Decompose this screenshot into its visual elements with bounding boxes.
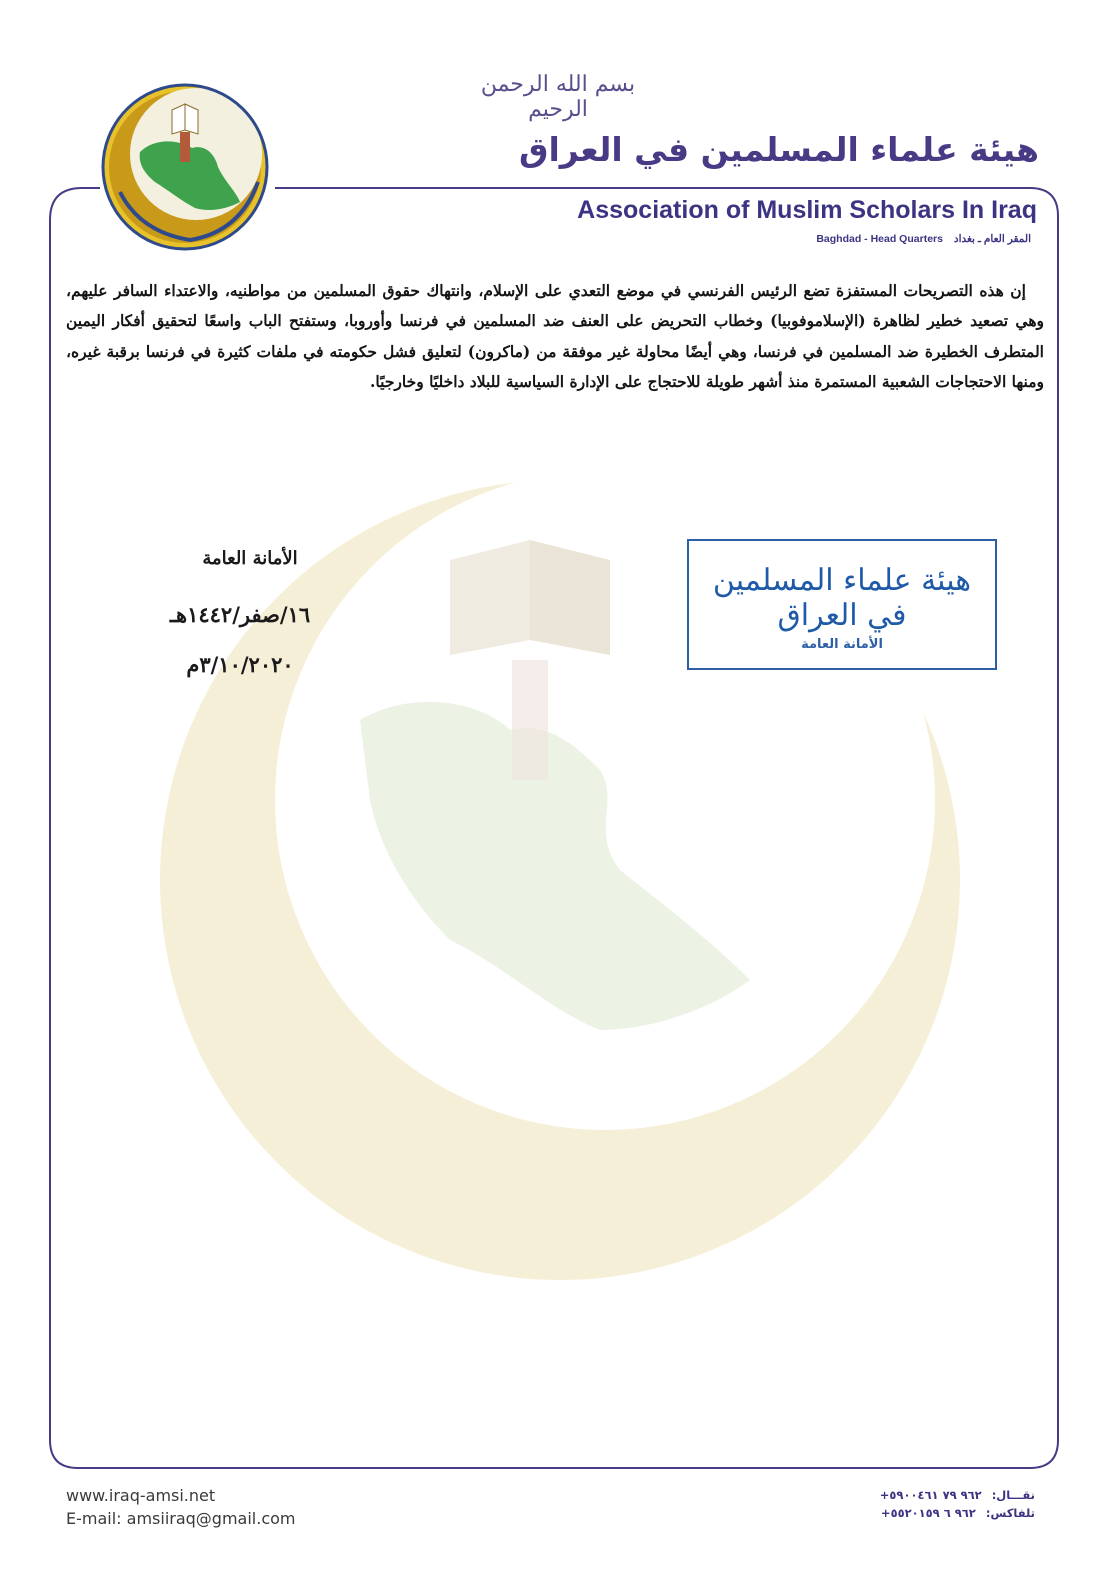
hijri-date: ١٦/صفر/١٤٤٢هـ bbox=[169, 602, 311, 627]
hq-english: Baghdad - Head Quarters bbox=[816, 233, 943, 245]
mobile-label: نقـــال: bbox=[991, 1488, 1035, 1502]
footer-website: www.iraq-amsi.net bbox=[66, 1486, 216, 1505]
fax-label: تلفاكس: bbox=[985, 1506, 1035, 1520]
headquarters-line bbox=[808, 233, 1031, 245]
association-logo-icon bbox=[100, 82, 270, 252]
basmala: بسم الله الرحمن الرحيم bbox=[480, 72, 636, 122]
organization-name-arabic: هيئة علماء المسلمين في العراق bbox=[518, 130, 1039, 169]
fax-value: +٩٦٢ ٦ ٥٥٢٠١٥٩ bbox=[880, 1506, 976, 1520]
statement-paragraph: إن هذه التصريحات المستفزة تضع الرئيس الفرنسي في موضع التعدي على الإسلام، وانتهاك حقوق المسلمين من مواطنيه، والاعتداء السافر عليهم، وهي تصعيد خطير لظاهرة (الإسلاموفوبيا) وخطاب التحريض على العنف ضد المسلمين في فرنسا وأوروبا، وستفتح الباب واسعًا لتحقيق أفكار اليمين المتطرف الخطيرة ضد المسلمين في فرنسا، وهي أيضًا محاولة غير موفقة من (ماكرون) لتعليق فشل حكومته في ملفات كثيرة في فرنسا برقبة غيره، ومنها الاحتجاجات الشعبية المستمرة منذ أشهر طويلة للاحتجاج على الإدارة السياسية للبلاد داخليًا وخارجيًا. bbox=[66, 281, 1044, 392]
signature-title: الأمانة العامة bbox=[202, 548, 298, 569]
mobile-row bbox=[874, 1486, 1035, 1504]
stamp-subtitle: الأمانة العامة bbox=[801, 637, 883, 652]
organization-name-english: Association of Muslim Scholars In Iraq bbox=[577, 196, 1037, 224]
footer-contacts bbox=[874, 1486, 1035, 1522]
gregorian-date: ٣/١٠/٢٠٢٠م bbox=[186, 652, 294, 677]
stamp-name: هيئة علماء المسلمين في العراق bbox=[712, 563, 972, 633]
mobile-value: +٩٦٢ ٧٩ ٥٩٠٠٤٦١ bbox=[879, 1488, 982, 1502]
footer-email: E-mail: amsiiraq@gmail.com bbox=[66, 1509, 296, 1528]
hq-arabic: المقر العام ـ بغداد bbox=[953, 233, 1031, 245]
fax-row bbox=[874, 1504, 1035, 1522]
official-stamp bbox=[687, 539, 997, 670]
